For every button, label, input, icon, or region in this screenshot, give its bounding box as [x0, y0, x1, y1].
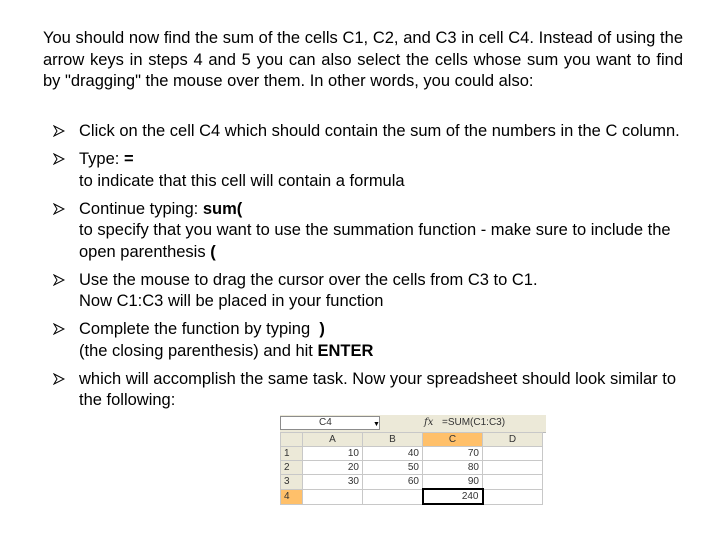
- typed-equals: =: [123, 150, 134, 168]
- column-header[interactable]: C: [423, 433, 483, 447]
- list-item: [43, 121, 683, 143]
- cell[interactable]: 90: [423, 475, 483, 490]
- list-item: [43, 199, 683, 264]
- cell[interactable]: [483, 489, 543, 504]
- cell[interactable]: 40: [363, 447, 423, 461]
- column-header[interactable]: B: [363, 433, 423, 447]
- cell[interactable]: [483, 475, 543, 490]
- cell[interactable]: 80: [423, 461, 483, 475]
- list-item: [43, 369, 683, 412]
- arrowhead-bullet-icon: [53, 274, 65, 286]
- list-item: [43, 270, 683, 313]
- formula-field[interactable]: =SUM(C1:C3): [442, 417, 506, 428]
- cell[interactable]: [363, 489, 423, 504]
- function-icon[interactable]: fx: [424, 417, 434, 428]
- bullet-text: to specify that you want to use the summation function - make sure to include the open parenthesis: [79, 221, 671, 261]
- cell[interactable]: 10: [303, 447, 363, 461]
- bullet-text: Now C1:C3 will be placed in your function: [79, 292, 384, 310]
- table-row: [281, 461, 543, 475]
- bullet-text: Continue typing:: [79, 199, 203, 218]
- row-header[interactable]: 4: [281, 489, 303, 504]
- cell[interactable]: [303, 489, 363, 504]
- column-header[interactable]: A: [303, 433, 363, 447]
- arrowhead-bullet-icon: [53, 203, 65, 215]
- table-row: [281, 475, 543, 490]
- arrowhead-bullet-icon: [53, 323, 65, 335]
- cell[interactable]: 20: [303, 461, 363, 475]
- cell[interactable]: 60: [363, 475, 423, 490]
- closing-parenthesis: ): [319, 320, 325, 338]
- column-header[interactable]: D: [483, 433, 543, 447]
- active-cell[interactable]: 240: [423, 489, 483, 504]
- bullet-text: to indicate that this cell will contain a formula: [79, 171, 405, 190]
- arrowhead-bullet-icon: [53, 125, 65, 137]
- spreadsheet-screenshot: [280, 415, 546, 514]
- row-header[interactable]: 3: [281, 475, 303, 490]
- bullet-text: (the closing parenthesis) and hit: [79, 341, 318, 360]
- bullet-text: Click on the cell C4 which should contain the sum of the numbers in the C column.: [79, 122, 680, 140]
- typed-sum: sum(: [202, 199, 243, 218]
- bullet-text: which will accomplish the same task. Now your spreadsheet should look similar to the following:: [79, 369, 677, 409]
- row-header[interactable]: 2: [281, 461, 303, 475]
- open-parenthesis: (: [210, 242, 216, 261]
- cell[interactable]: 70: [423, 447, 483, 461]
- select-all-corner[interactable]: [281, 433, 303, 447]
- arrowhead-bullet-icon: [53, 153, 65, 165]
- cell[interactable]: [483, 461, 543, 475]
- bullet-text: Type:: [79, 150, 124, 168]
- instruction-list: [43, 121, 683, 418]
- bullet-text: Use the mouse to drag the cursor over the cells from C3 to C1.: [79, 270, 538, 289]
- bullet-text: Complete the function by typing: [79, 320, 320, 338]
- enter-key: ENTER: [317, 341, 374, 360]
- list-item: [43, 319, 683, 362]
- cell[interactable]: 50: [363, 461, 423, 475]
- dropdown-arrow-icon[interactable]: ▼: [373, 421, 380, 428]
- list-item: [43, 149, 683, 192]
- table-row: [281, 489, 543, 504]
- intro-paragraph: You should now find the sum of the cells C1, C2, and C3 in cell C4. Instead of using the arrow keys in steps 4 and 5 you can also select the cells whose sum you want to find by "dragging" the mouse over them. In other words, you could also:: [43, 29, 683, 90]
- cell[interactable]: 30: [303, 475, 363, 490]
- cell[interactable]: [483, 447, 543, 461]
- cell-grid: [280, 432, 543, 505]
- formula-bar: [280, 415, 546, 433]
- table-row: [281, 447, 543, 461]
- row-header[interactable]: 1: [281, 447, 303, 461]
- name-box[interactable]: C4: [280, 416, 380, 430]
- arrowhead-bullet-icon: [53, 373, 65, 385]
